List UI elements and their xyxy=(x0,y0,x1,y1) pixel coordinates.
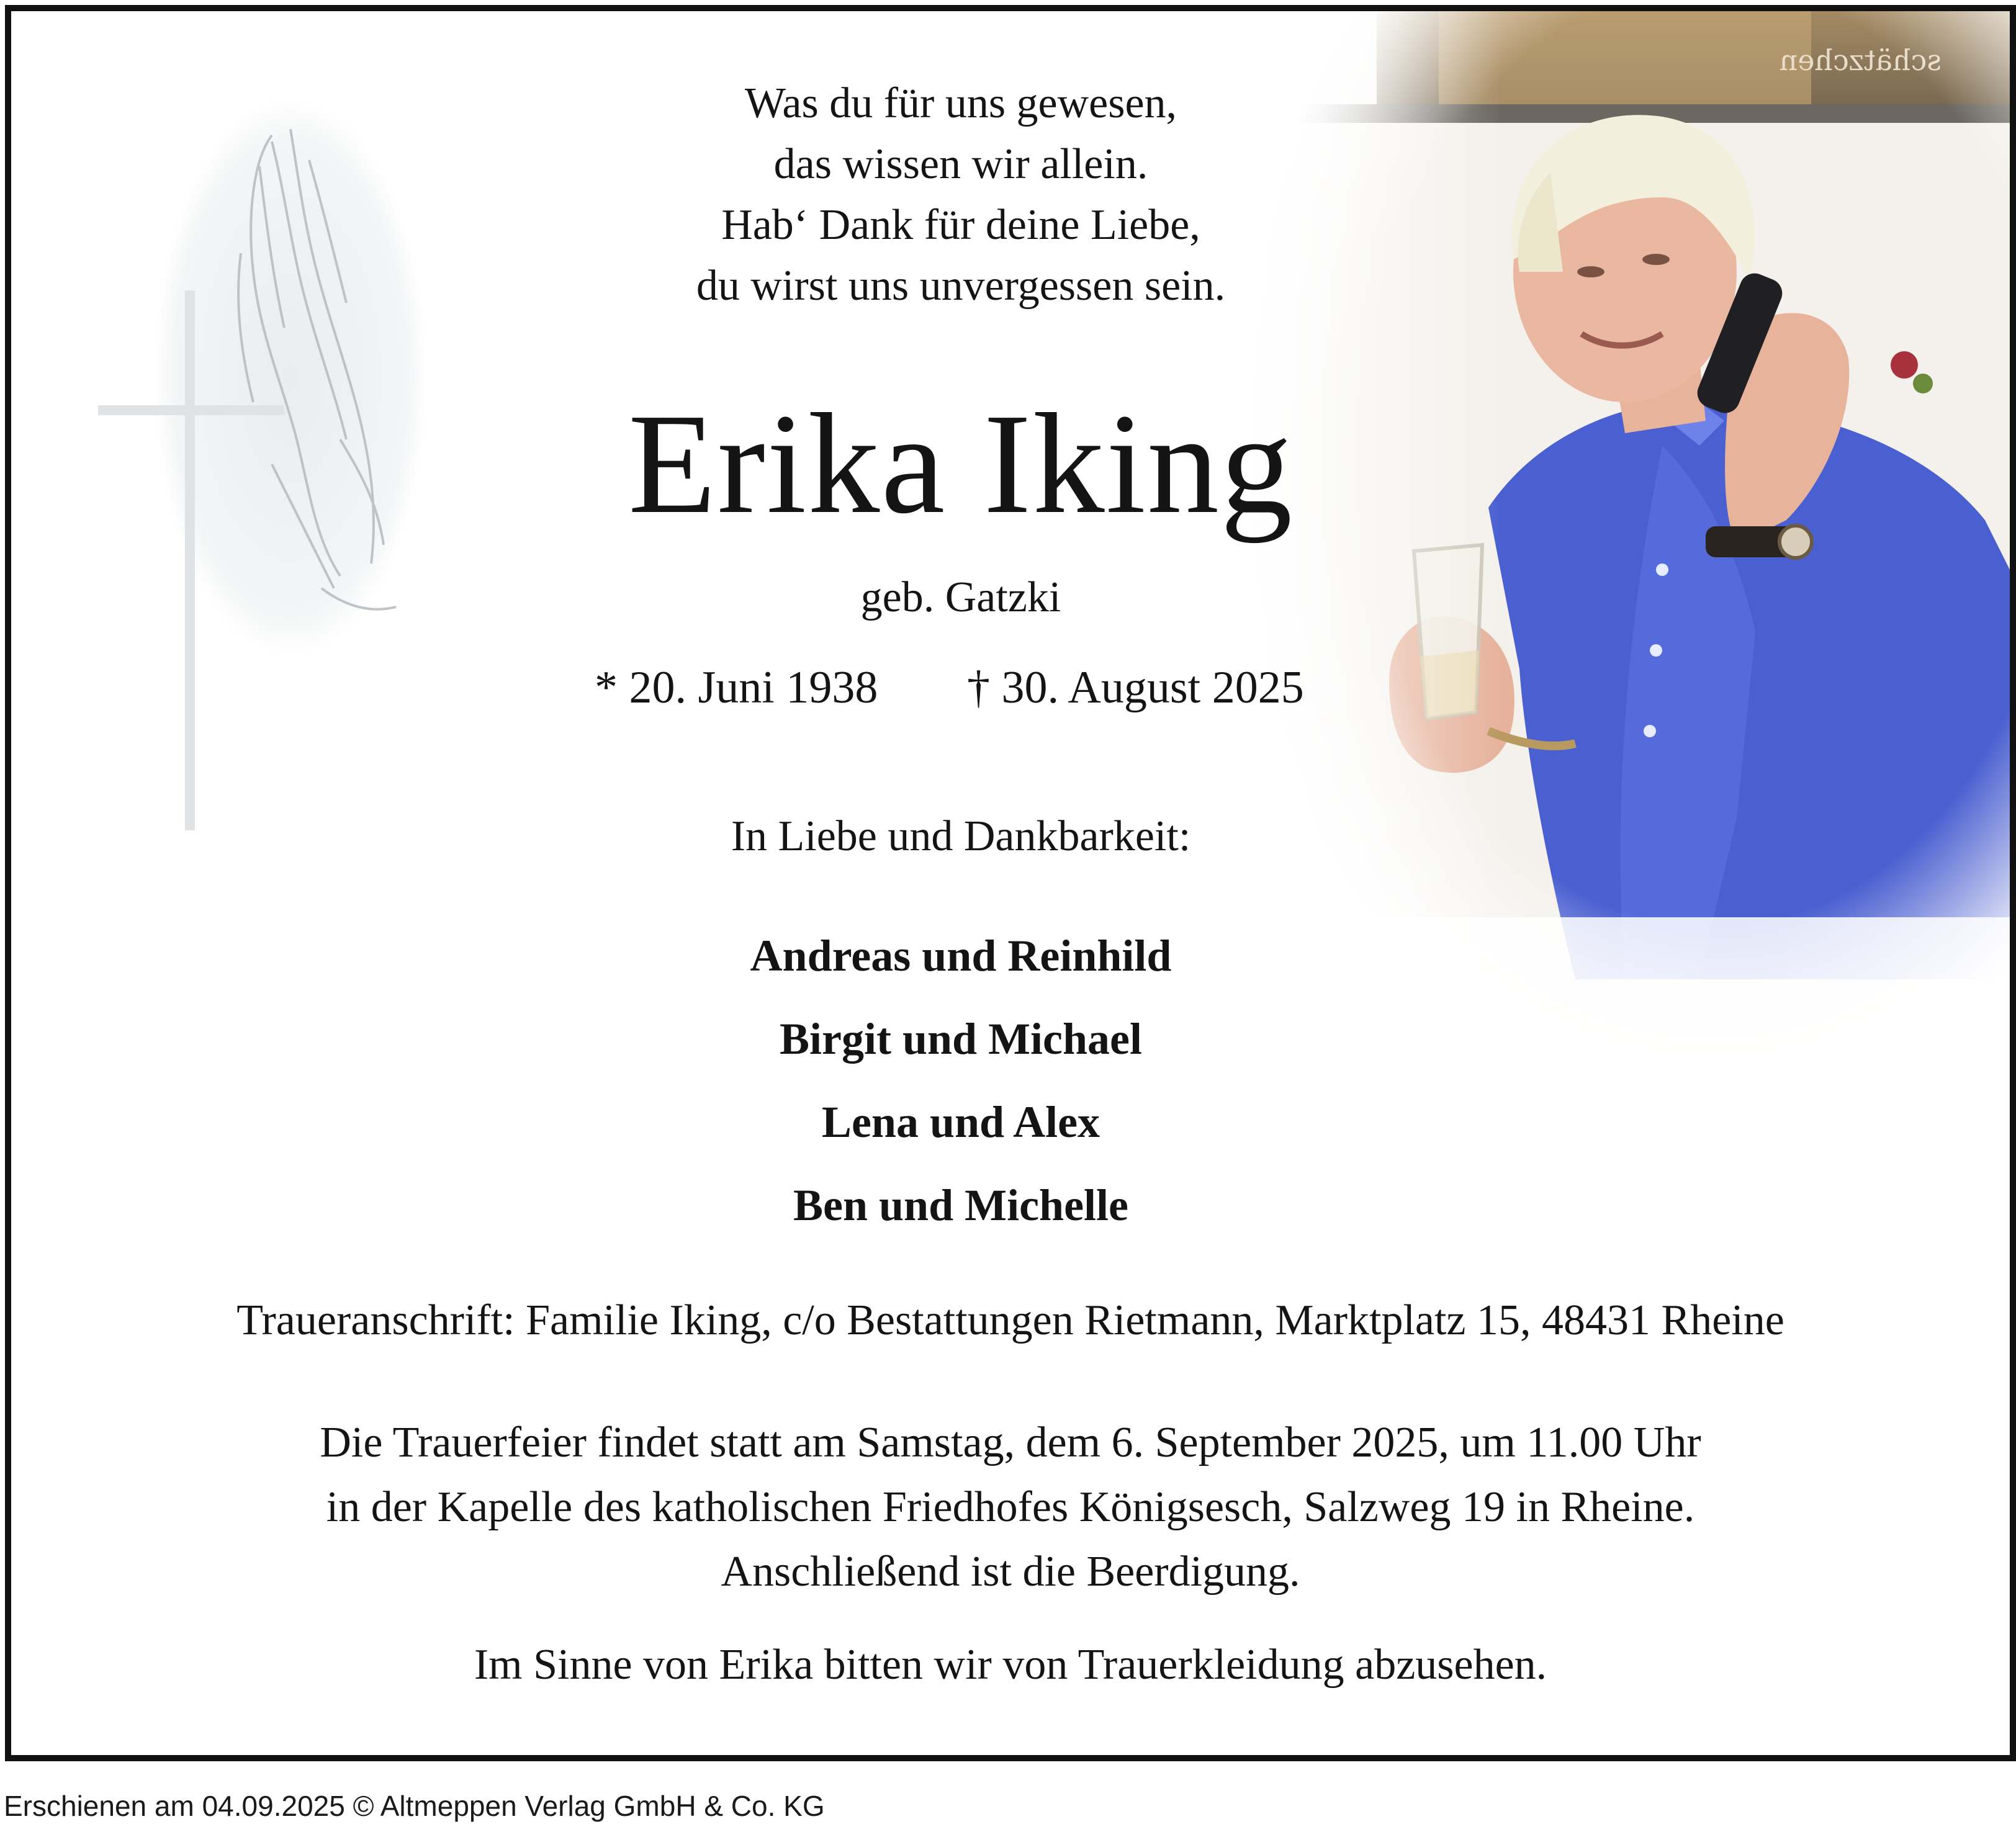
verse-line: das wissen wir allein. xyxy=(773,140,1148,188)
mourner-entry: Ben und Michelle xyxy=(793,1180,1129,1230)
verse-line: du wirst uns unvergessen sein. xyxy=(696,262,1226,310)
mourners-intro: In Liebe und Dankbarkeit: xyxy=(731,812,1191,860)
mourner-entry: Lena und Alex xyxy=(821,1097,1100,1147)
mourner-entry: Birgit und Michael xyxy=(779,1014,1142,1064)
mourning-address: Traueranschrift: Familie Iking, c/o Bestattungen Rietmann, Marktplatz 15, 48431 Rheine xyxy=(236,1296,1784,1344)
publication-footer: Erschienen am 04.09.2025 © Altmeppen Verlag GmbH & Co. KG xyxy=(4,1790,825,1822)
birth-date: * 20. Juni 1938 xyxy=(595,662,878,713)
funeral-line: Die Trauerfeier findet statt am Samstag, dem 6. September 2025, um 11.00 Uhr xyxy=(320,1419,1701,1466)
dress-code-note: Im Sinne von Erika bitten wir von Trauerkleidung abzusehen. xyxy=(474,1641,1547,1689)
funeral-line: in der Kapelle des katholischen Friedhofes Königsesch, Salzweg 19 in Rheine. xyxy=(326,1483,1695,1531)
verse-line: Was du für uns gewesen, xyxy=(744,79,1177,127)
birth-name: geb. Gatzki xyxy=(860,573,1061,621)
mourners-list xyxy=(284,914,1637,1247)
deceased-name: Erika Iking xyxy=(628,384,1294,544)
verse-line: Hab‘ Dank für deine Liebe, xyxy=(721,201,1200,249)
funeral-line: Anschließend ist die Beerdigung. xyxy=(721,1548,1300,1596)
mourner-entry: Andreas und Reinhild xyxy=(750,931,1172,981)
funeral-details xyxy=(11,1411,2010,1604)
obituary-notice xyxy=(5,5,2016,1761)
death-date: † 30. August 2025 xyxy=(967,662,1304,713)
memorial-verse xyxy=(346,73,1575,317)
